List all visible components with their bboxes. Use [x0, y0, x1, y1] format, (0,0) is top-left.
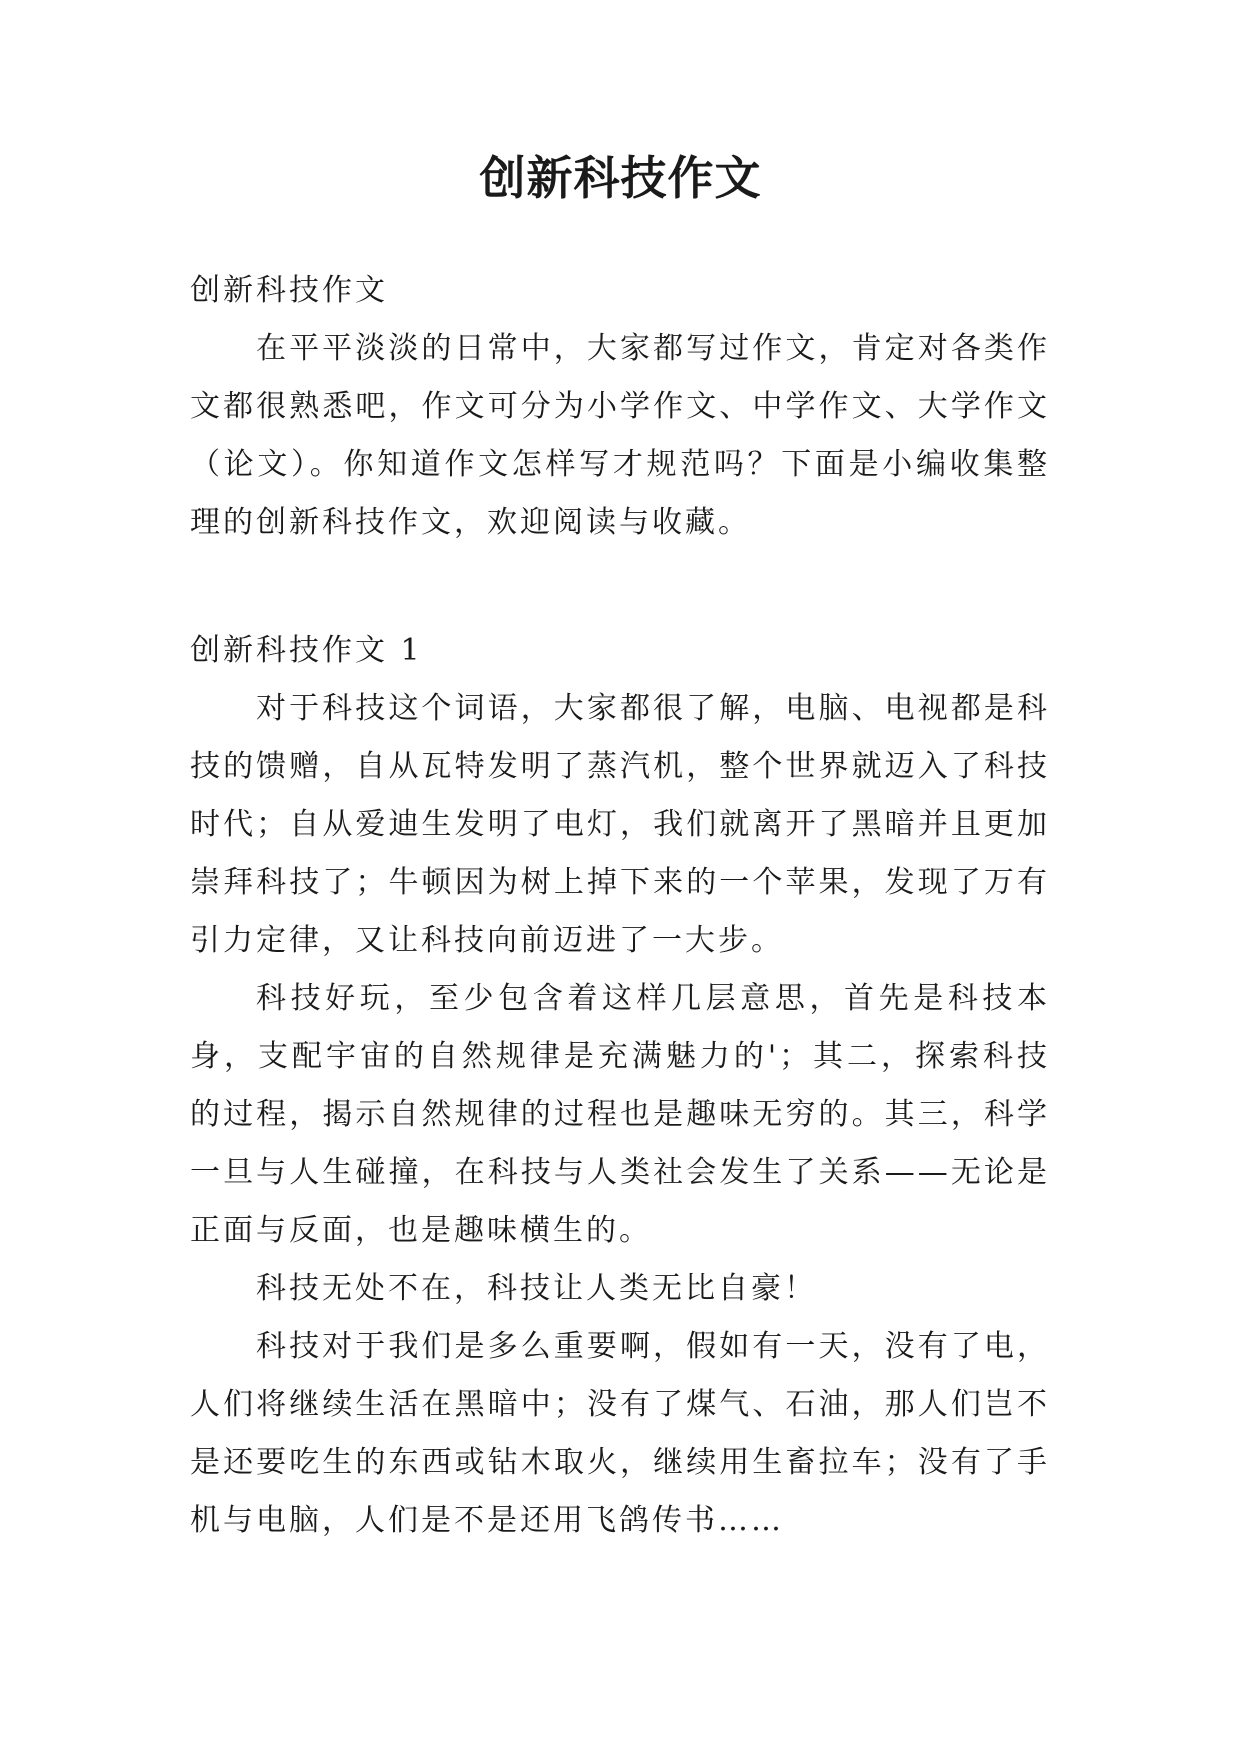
- section-1-paragraph: 科技对于我们是多么重要啊，假如有一天，没有了电，人们将继续生活在黑暗中；没有了煤气、石油，那人们岂不是还要吃生的东西或钻木取火，继续用生畜拉车；没有了手机与电脑，人们是不是还用飞鸽传书……: [190, 1329, 1050, 1538]
- section-1-paragraph: 科技好玩，至少包含着这样几层意思，首先是科技本身，支配宇宙的自然规律是充满魅力的'；其二，探索科技的过程，揭示自然规律的过程也是趣味无穷的。其三，科学一旦与人生碰撞，在科技与人类社会发生了关系——无论是正面与反面，也是趣味横生的。: [190, 981, 1050, 1248]
- section-1-heading: 创新科技作文 1: [190, 633, 423, 668]
- intro-paragraph: 在平平淡淡的日常中，大家都写过作文，肯定对各类作文都很熟悉吧，作文可分为小学作文、中学作文、大学作文（论文）。你知道作文怎样写才规范吗？下面是小编收集整理的创新科技作文，欢迎阅读与收藏。: [190, 331, 1050, 540]
- document-title: 创新科技作文: [479, 151, 762, 205]
- document-body: [190, 262, 1050, 1550]
- section-1-paragraph: 对于科技这个词语，大家都很了解，电脑、电视都是科技的馈赠，自从瓦特发明了蒸汽机，整个世界就迈入了科技时代；自从爱迪生发明了电灯，我们就离开了黑暗并且更加崇拜科技了；牛顿因为树上掉下来的一个苹果，发现了万有引力定律，又让科技向前迈进了一大步。: [190, 691, 1050, 958]
- section-spacer: [190, 610, 1050, 622]
- section-1-paragraph: 科技无处不在，科技让人类无比自豪！: [256, 1271, 817, 1306]
- section-spacer: [190, 552, 1050, 610]
- intro-heading: 创新科技作文: [190, 273, 388, 308]
